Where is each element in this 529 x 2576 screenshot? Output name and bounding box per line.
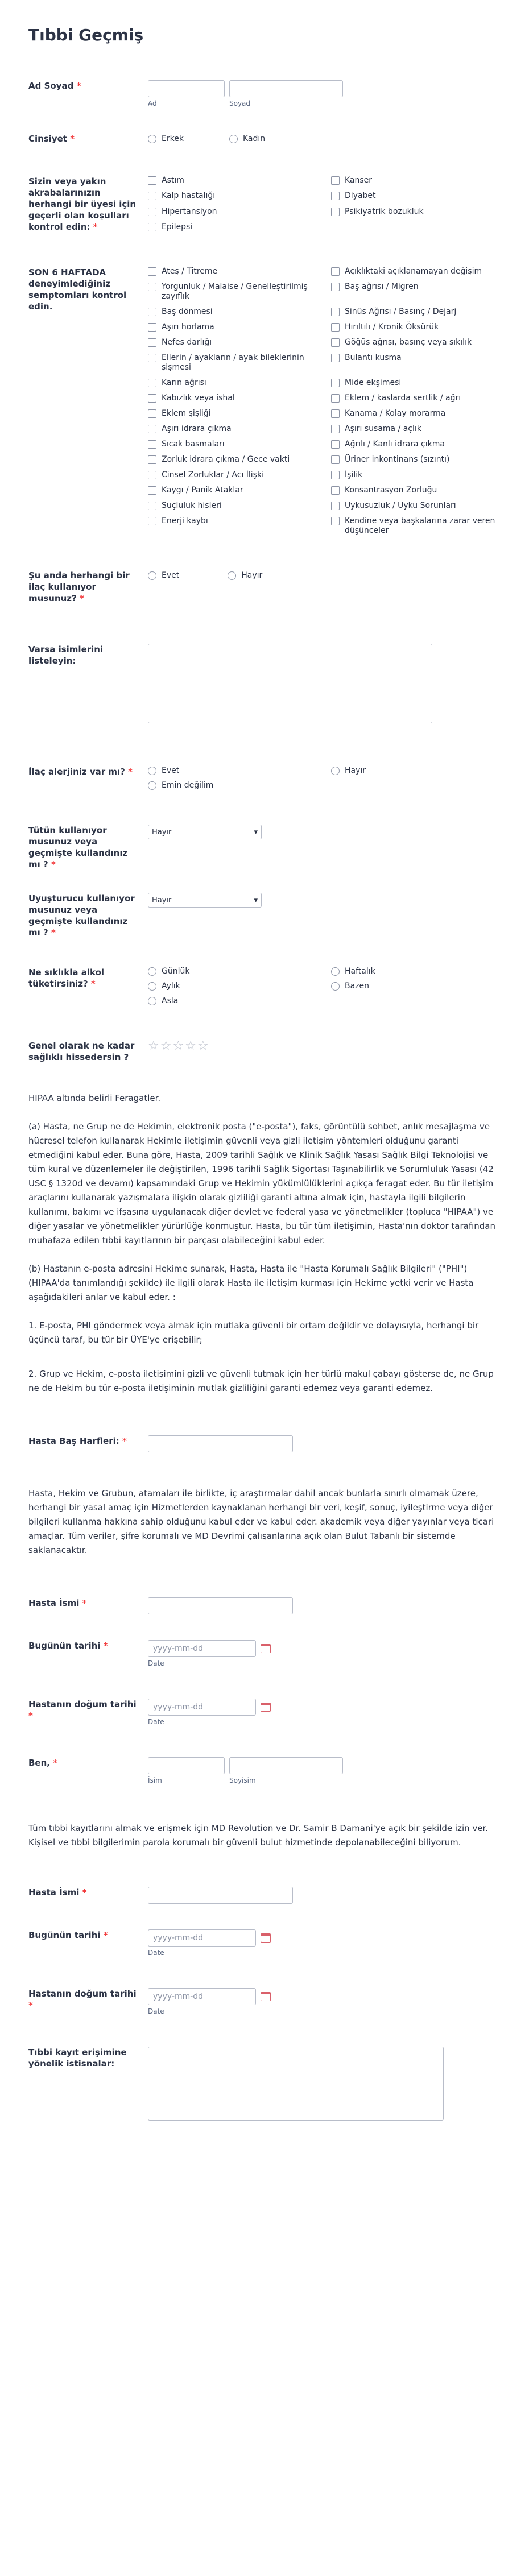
radio-icon bbox=[229, 135, 238, 143]
symptom-option[interactable]: Eklem şişliği bbox=[148, 409, 329, 419]
symptom-option[interactable]: Zorluk idrara çıkma / Gece vakti bbox=[148, 455, 329, 465]
symptom-option[interactable]: İşilik bbox=[331, 470, 512, 480]
symptom-option[interactable]: Kabızlık veya ishal bbox=[148, 394, 329, 403]
symptom-option[interactable]: Bulantı kusma bbox=[331, 353, 512, 372]
initials-field bbox=[28, 1435, 501, 1452]
radio-icon bbox=[148, 997, 156, 1005]
checkbox-icon bbox=[148, 223, 156, 231]
hipaa-section bbox=[28, 1091, 501, 1395]
family-option[interactable]: Kalp hastalığı bbox=[148, 191, 329, 201]
first-name-input[interactable] bbox=[148, 80, 225, 97]
dob-2-sublabel: Date bbox=[148, 2007, 164, 2015]
allergy-option-unsure[interactable]: Emin değilim bbox=[148, 781, 329, 790]
hipaa-item-1: 1. E-posta, PHI göndermek veya almak için mutlaka güvenli bir ortam değildir ve dolayısıyla, herhangi bir üçüncü taraf, bu tür bir ÜYE'ye erişebilir; bbox=[28, 1320, 479, 1345]
checkbox-icon bbox=[331, 354, 340, 362]
alcohol-option[interactable]: Bazen bbox=[331, 981, 512, 991]
symptom-option[interactable]: Uykusuzluk / Uyku Sorunları bbox=[331, 501, 512, 511]
drugs-label: Uyuşturucu kullanıyor musunuz veya geçmişte kullandınız mı ? * bbox=[28, 893, 135, 938]
symptom-option[interactable]: Sıcak basmaları bbox=[148, 440, 329, 449]
checkbox-icon bbox=[148, 323, 156, 332]
symptom-option[interactable]: Sinüs Ağrısı / Basınç / Dejarj bbox=[331, 307, 512, 317]
gender-option-female[interactable]: Kadın bbox=[229, 134, 265, 144]
checkbox-icon bbox=[331, 283, 340, 291]
checkbox-icon bbox=[148, 379, 156, 387]
today-date-2-sublabel: Date bbox=[148, 1949, 164, 1957]
star-icon[interactable]: ☆ bbox=[185, 1039, 196, 1053]
research-paragraph: Hasta, Hekim ve Grubun, atamaları ile birlikte, iç araştırmalar dahil ancak bunlarla sınırlı olmamak üzere, herhangi bir yasal amaç için Hizmetlerden kaynaklanan herhangi bir veri, keşif, sonuç, iyileştirme veya diğer bilgileri kullanma hakkına sahip olduğunu kabul eder ve kabul eder. akademik veya diğer yayınlar veya ticari amaçlar. Tüm veriler, şifre korumalı ve MD Devrimi çalışanlarına açık olan Bulut Tabanlı bir sistemde saklanacaktır. bbox=[28, 1488, 494, 1555]
checkbox-icon bbox=[148, 283, 156, 291]
checkbox-icon bbox=[331, 502, 340, 510]
symptom-option[interactable]: Enerji kaybı bbox=[148, 516, 329, 536]
access-exceptions-label: Tıbbi kayıt erişimine yönelik istisnalar: bbox=[28, 2047, 127, 2069]
family-option[interactable]: Astım bbox=[148, 176, 329, 186]
consent-first-sublabel: İsim bbox=[148, 1776, 162, 1784]
calendar-icon[interactable] bbox=[261, 1933, 271, 1943]
checkbox-icon bbox=[148, 192, 156, 200]
checkbox-icon bbox=[331, 486, 340, 495]
star-rating[interactable] bbox=[148, 1040, 501, 1053]
radio-icon bbox=[148, 982, 156, 991]
symptom-option[interactable]: Karın ağrısı bbox=[148, 378, 329, 388]
checkbox-icon bbox=[331, 471, 340, 479]
family-option[interactable]: Psikiyatrik bozukluk bbox=[331, 207, 512, 217]
family-conditions-field bbox=[28, 176, 501, 233]
checkbox-icon bbox=[148, 354, 156, 362]
tobacco-label: Tütün kullanıyor musunuz veya geçmişte kullandınız mı ? * bbox=[28, 825, 128, 869]
checkbox-icon bbox=[148, 394, 156, 403]
today-date-field bbox=[28, 1640, 501, 1667]
star-icon[interactable]: ☆ bbox=[148, 1039, 159, 1053]
gender-field bbox=[28, 133, 501, 144]
drugs-select[interactable]: Hayır ▾ bbox=[148, 893, 262, 908]
hipaa-item-2: 2. Grup ve Hekim, e-posta iletişimini gizli ve güvenli tutmak için her türlü makul çabayı gösterse de, ne Grup ne de Hekim bu tür e-posta iletişiminin mutlak gizliliğini garanti edemez veya garanti edemez. bbox=[28, 1369, 494, 1393]
symptom-option[interactable]: Üriner inkontinans (sızıntı) bbox=[331, 455, 512, 465]
chevron-down-icon: ▾ bbox=[254, 827, 258, 836]
symptom-option[interactable]: Baş ağrısı / Migren bbox=[331, 282, 512, 301]
alcohol-option[interactable]: Asla bbox=[148, 996, 329, 1006]
dob-2-label: Hastanın doğum tarihi * bbox=[28, 1989, 137, 2010]
checkbox-icon bbox=[148, 471, 156, 479]
current-meds-field bbox=[28, 570, 501, 604]
symptom-option[interactable]: Cinsel Zorluklar / Acı İlişki bbox=[148, 470, 329, 480]
meds-option-no[interactable]: Hayır bbox=[228, 571, 262, 604]
checkbox-icon bbox=[331, 192, 340, 200]
radio-icon bbox=[148, 571, 156, 580]
allergy-field bbox=[28, 766, 501, 790]
symptom-option[interactable]: Mide ekşimesi bbox=[331, 378, 512, 388]
med-names-label: Varsa isimlerini listeleyin: bbox=[28, 644, 104, 666]
radio-icon bbox=[228, 571, 236, 580]
patient-name-input[interactable] bbox=[148, 1597, 293, 1614]
family-conditions-label: Sizin veya yakın akrabalarınızın herhangi bir üyesi için geçerli olan koşulları kontrol edin: * bbox=[28, 176, 137, 232]
checkbox-icon bbox=[331, 409, 340, 418]
allergy-label: İlaç alerjiniz var mı? * bbox=[28, 767, 133, 777]
med-names-textarea[interactable] bbox=[148, 644, 432, 723]
checkbox-icon bbox=[148, 486, 156, 495]
symptom-option[interactable]: Eklem / kaslarda sertlik / ağrı bbox=[331, 394, 512, 403]
checkbox-icon bbox=[331, 308, 340, 316]
radio-icon bbox=[331, 982, 340, 991]
checkbox-icon bbox=[331, 394, 340, 403]
hipaa-paragraph-b: (b) Hastanın e-posta adresini Hekime sunarak, Hasta, Hasta ile "Hasta Korumalı Sağlık Bilgileri" ("PHI") (HIPAA'da tanımlandığı şekilde) ile ilgili olarak Hasta ile iletişim kurması için Hekime yetki verir ve Hasta aşağıdakileri anlar ve kabul eder. : bbox=[28, 1264, 474, 1302]
checkbox-icon bbox=[148, 308, 156, 316]
patient-name-2-input[interactable] bbox=[148, 1887, 293, 1904]
calendar-icon[interactable] bbox=[261, 1992, 271, 2001]
consent-first-name-input[interactable] bbox=[148, 1757, 225, 1774]
calendar-icon[interactable] bbox=[261, 1703, 271, 1712]
checkbox-icon bbox=[331, 208, 340, 216]
allergy-option-no[interactable]: Hayır bbox=[331, 766, 512, 776]
symptom-option[interactable]: Ellerin / ayakların / ayak bileklerinin şişmesi bbox=[148, 353, 329, 372]
consent-name-field bbox=[28, 1757, 501, 1784]
radio-icon bbox=[148, 767, 156, 775]
symptoms-field bbox=[28, 267, 501, 536]
tobacco-field bbox=[28, 825, 501, 870]
checkbox-icon bbox=[148, 338, 156, 347]
symptom-option[interactable]: Suçluluk hisleri bbox=[148, 501, 329, 511]
symptom-option[interactable]: Konsantrasyon Zorluğu bbox=[331, 486, 512, 495]
calendar-icon[interactable] bbox=[261, 1644, 271, 1653]
name-label: Ad Soyad * bbox=[28, 81, 81, 91]
star-icon[interactable]: ☆ bbox=[172, 1039, 184, 1053]
health-rating-field bbox=[28, 1040, 501, 1063]
star-icon[interactable]: ☆ bbox=[160, 1039, 172, 1053]
checkbox-icon bbox=[331, 338, 340, 347]
checkbox-icon bbox=[331, 425, 340, 433]
symptom-option[interactable]: Kaygı / Panik Ataklar bbox=[148, 486, 329, 495]
access-exceptions-textarea[interactable] bbox=[148, 2047, 444, 2121]
hipaa-paragraph-a: (a) Hasta, ne Grup ne de Hekimin, elektronik posta ("e-posta"), faks, görüntülü sohbet, anlık mesajlaşma ve hücresel telefon kullanarak Hekimle iletişimin güvenli veya gizli iletişim yöntemleri olduğunu garanti etmediğini kabul eder. Buna göre, Hasta, 2009 tarihli Sağlık ve Klinik Sağlık Yasası Sağlık Bilgi Teknolojisi ve tüm kural ve düzenlemeler ile değiştirilen, 1996 tarihli Sağlık Sigortası Taşınabilirlik ve Sorumluluk Yasası (42 USC § 1320d ve devamı) kapsamındaki Grup ve Hekimin yükümlülüklerini açıkça feragat eder. Bu tür iletişim araçlarını kullanarak yazışmalara ilişkin olarak gizliliği garanti altına almak için, hastayla ilgili bilgilerin kullanımı, bakımı ve ifşasına uygulanacak diğer devlet ve federal yasa ve yönetmelikler (topluca "HIPAA") ve diğer yasalar ve yönetmelikler yürürlüğe konmuştur. Hasta, bu tür tüm iletişimin, Hasta'nın doktor tarafından muhafaza edilen tıbbi kayıtlarının bir parçası olabileceğini kabul eder. bbox=[28, 1121, 496, 1245]
access-exceptions-field bbox=[28, 2047, 501, 2121]
today-date-2-input[interactable]: yyyy-mm-dd bbox=[148, 1929, 256, 1947]
alcohol-option[interactable]: Haftalık bbox=[331, 967, 512, 976]
radio-icon bbox=[331, 767, 340, 775]
symptom-option[interactable]: Ağrılı / Kanlı idrara çıkma bbox=[331, 440, 512, 449]
consent-last-sublabel: Soyisim bbox=[229, 1776, 256, 1784]
initials-input[interactable] bbox=[148, 1435, 293, 1452]
drugs-field bbox=[28, 893, 501, 938]
today-date-sublabel: Date bbox=[148, 1659, 164, 1667]
radio-icon bbox=[331, 967, 340, 976]
symptom-option[interactable]: Yorgunluk / Malaise / Genelleştirilmiş zayıflık bbox=[148, 282, 329, 301]
dob-input[interactable]: yyyy-mm-dd bbox=[148, 1699, 256, 1716]
alcohol-field bbox=[28, 967, 501, 1006]
radio-icon bbox=[148, 135, 156, 143]
checkbox-icon bbox=[331, 455, 340, 464]
checkbox-icon bbox=[331, 517, 340, 525]
checkbox-icon bbox=[148, 440, 156, 449]
radio-icon bbox=[148, 967, 156, 976]
tobacco-select[interactable]: Hayır ▾ bbox=[148, 825, 262, 839]
chevron-down-icon: ▾ bbox=[254, 896, 258, 905]
patient-name-2-field bbox=[28, 1887, 501, 1904]
family-option[interactable]: Epilepsi bbox=[148, 222, 329, 233]
dob-field bbox=[28, 1699, 501, 1726]
form-title: Tıbbi Geçmiş bbox=[28, 26, 144, 44]
checkbox-icon bbox=[148, 517, 156, 525]
checkbox-icon bbox=[148, 409, 156, 418]
patient-name-label: Hasta İsmi * bbox=[28, 1598, 87, 1608]
radio-icon bbox=[148, 781, 156, 790]
health-rating-label: Genel olarak ne kadar sağlıklı hissedersin ? bbox=[28, 1041, 135, 1062]
checkbox-icon bbox=[148, 502, 156, 510]
last-name-input[interactable] bbox=[229, 80, 343, 97]
gender-label: Cinsiyet * bbox=[28, 134, 75, 144]
checkbox-icon bbox=[331, 379, 340, 387]
alcohol-option[interactable]: Günlük bbox=[148, 967, 329, 976]
dob-2-input[interactable]: yyyy-mm-dd bbox=[148, 1988, 256, 2005]
checkbox-icon bbox=[148, 208, 156, 216]
meds-option-yes[interactable]: Evet bbox=[148, 571, 179, 604]
symptom-option[interactable]: Göğüs ağrısı, basınç veya sıkılık bbox=[331, 338, 512, 347]
checkbox-icon bbox=[148, 455, 156, 464]
med-names-field bbox=[28, 644, 501, 723]
current-meds-label: Şu anda herhangi bir ilaç kullanıyor musunuz? * bbox=[28, 570, 130, 603]
alcohol-label: Ne sıklıkla alkol tüketirsiniz? * bbox=[28, 967, 105, 989]
checkbox-icon bbox=[148, 176, 156, 185]
star-icon[interactable]: ☆ bbox=[197, 1039, 209, 1053]
dob-2-field bbox=[28, 1988, 501, 2015]
family-option[interactable]: Kanser bbox=[331, 176, 512, 186]
today-date-2-field bbox=[28, 1929, 501, 1957]
symptom-option[interactable]: Kanama / Kolay morarma bbox=[331, 409, 512, 419]
family-option[interactable]: Hipertansiyon bbox=[148, 207, 329, 217]
patient-name-field bbox=[28, 1597, 501, 1614]
symptom-option[interactable]: Aşırı idrara çıkma bbox=[148, 424, 329, 434]
dob-sublabel: Date bbox=[148, 1718, 164, 1726]
consent-last-name-input[interactable] bbox=[229, 1757, 343, 1774]
records-consent-paragraph: Tüm tıbbi kayıtlarını almak ve erişmek için MD Revolution ve Dr. Samir B Damani'ye açık bir şekilde izin ver. Kişisel ve tıbbi bilgilerimin parola korumalı bir güvenli bulut hizmetinde depolanabileceğini biliyorum. bbox=[28, 1823, 489, 1848]
patient-name-2-label: Hasta İsmi * bbox=[28, 1887, 87, 1898]
initials-label: Hasta Baş Harfleri: * bbox=[28, 1436, 127, 1446]
symptom-option[interactable]: Açıklıktaki açıklanamayan değişim bbox=[331, 267, 512, 276]
today-date-input[interactable]: yyyy-mm-dd bbox=[148, 1640, 256, 1657]
last-name-sublabel: Soyad bbox=[229, 100, 251, 107]
symptom-option[interactable]: Aşırı horlama bbox=[148, 322, 329, 332]
today-date-2-label: Bugünün tarihi * bbox=[28, 1930, 108, 1940]
family-option[interactable]: Diyabet bbox=[331, 191, 512, 201]
symptom-option[interactable]: Baş dönmesi bbox=[148, 307, 329, 317]
checkbox-icon bbox=[148, 267, 156, 276]
symptoms-label: SON 6 HAFTADA deneyimlediğiniz semptomları kontrol edin. bbox=[28, 267, 127, 312]
consent-name-label: Ben, * bbox=[28, 1758, 58, 1768]
symptom-option[interactable]: Hırıltılı / Kronik Öksürük bbox=[331, 322, 512, 332]
name-field bbox=[28, 80, 501, 107]
symptom-option[interactable]: Nefes darlığı bbox=[148, 338, 329, 347]
hipaa-heading: HIPAA altında belirli Feragatler. bbox=[28, 1093, 161, 1103]
symptom-option[interactable]: Aşırı susama / açlık bbox=[331, 424, 512, 434]
checkbox-icon bbox=[331, 176, 340, 185]
allergy-option-yes[interactable]: Evet bbox=[148, 766, 329, 776]
gender-option-male[interactable]: Erkek bbox=[148, 134, 184, 144]
dob-label: Hastanın doğum tarihi * bbox=[28, 1699, 137, 1721]
checkbox-icon bbox=[148, 425, 156, 433]
alcohol-option[interactable]: Aylık bbox=[148, 981, 329, 991]
symptom-option[interactable]: Ateş / Titreme bbox=[148, 267, 329, 276]
first-name-sublabel: Ad bbox=[148, 100, 157, 107]
checkbox-icon bbox=[331, 440, 340, 449]
symptom-option[interactable]: Kendine veya başkalarına zarar veren düşünceler bbox=[331, 516, 512, 536]
checkbox-icon bbox=[331, 267, 340, 276]
checkbox-icon bbox=[331, 323, 340, 332]
today-date-label: Bugünün tarihi * bbox=[28, 1641, 108, 1651]
